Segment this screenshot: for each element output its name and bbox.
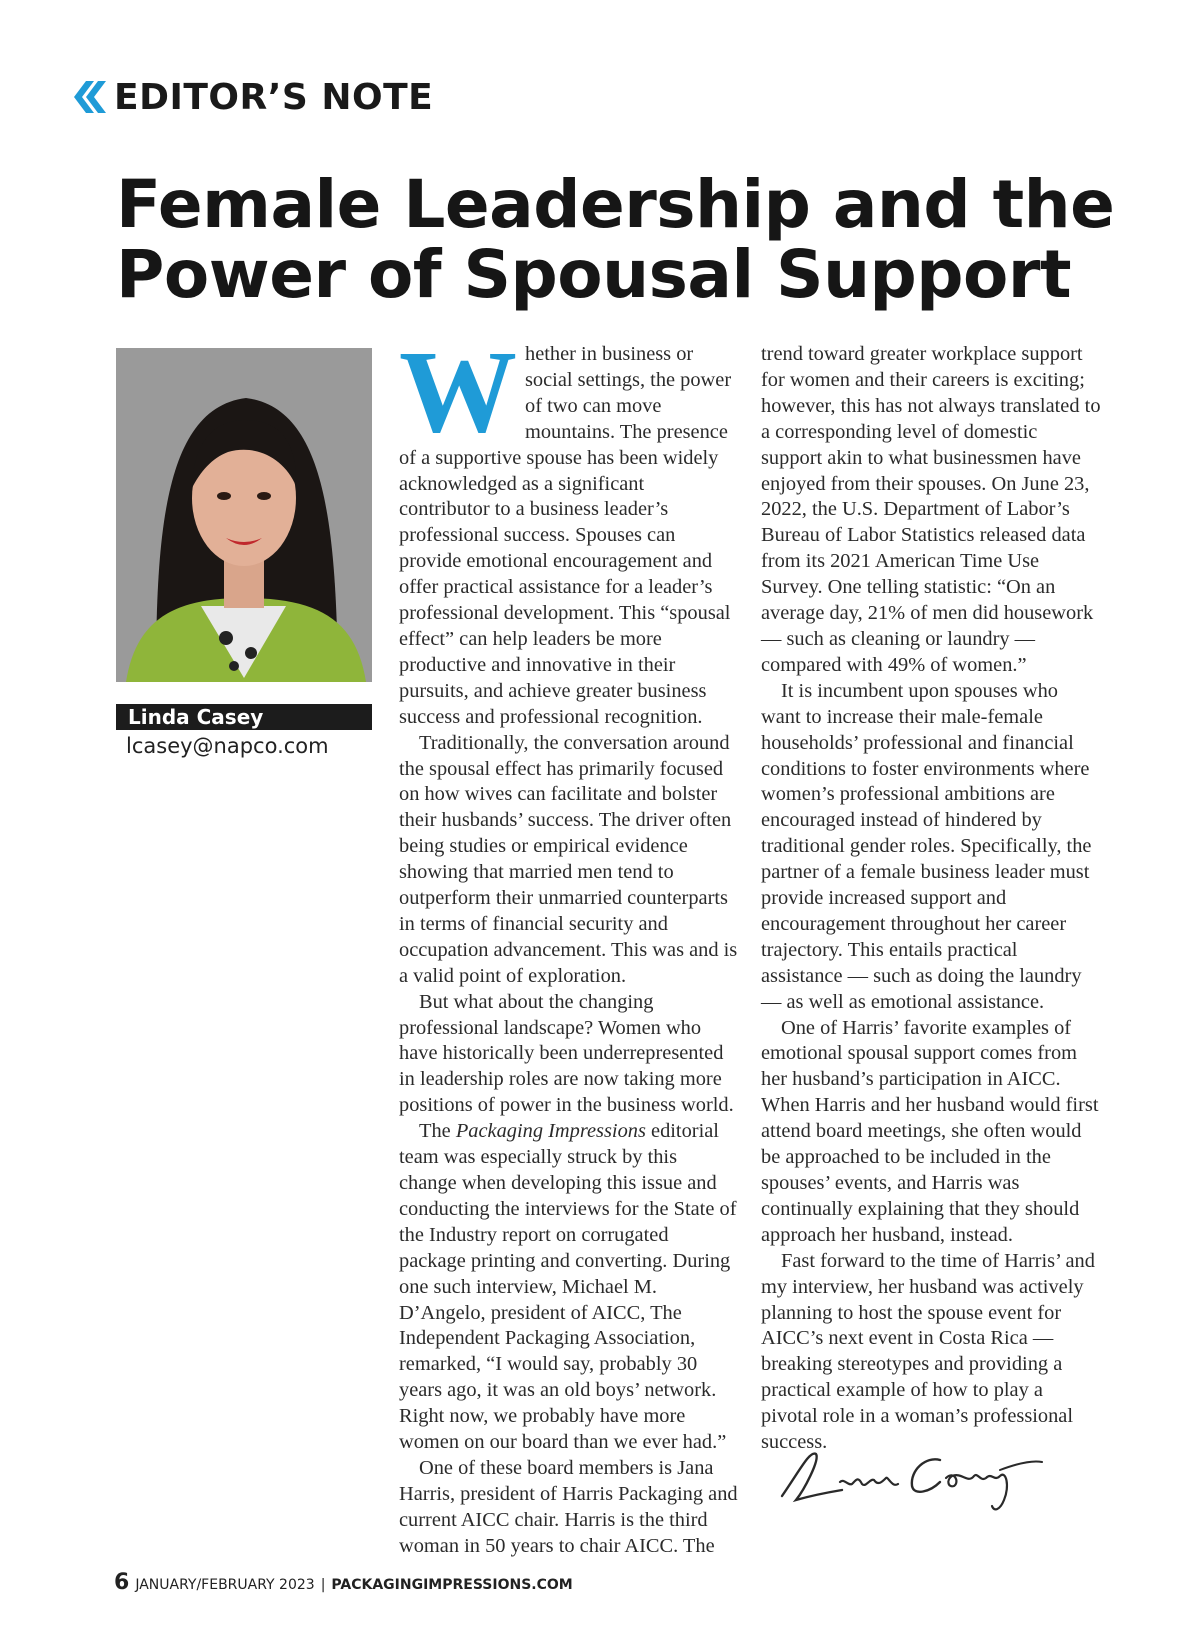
website-link[interactable]: PACKAGINGIMPRESSIONS.COM [331, 1577, 573, 1593]
paragraph: Traditionally, the conversation around the spousal effect has primarily focused on how wives can facilitate and bolster their husbands’ success. The driver often being studies or empirical evidence showing that married men tend to outperform their unmarried counterparts in terms of financial security and occupation advancement. This was and is a valid point of exploration. [399, 731, 738, 987]
double-chevron-left-icon [66, 79, 106, 115]
section-label: EDITOR’S NOTE [114, 76, 434, 118]
section-header [66, 72, 433, 122]
author-name: Linda Casey [116, 704, 372, 730]
page-number: 6 [114, 1570, 130, 1595]
paragraph: It is incumbent upon spouses who want to increase their male-female households’ professional and financial conditions to foster environments where women’s professional ambitions are encouraged instead of hindered by traditional gender roles. Specifically, the partner of a female business leader must provide increased support and encouragement throughout her career trajectory. This entails practical assistance — such as doing the laundry — as well as emotional assistance. [761, 679, 1092, 1013]
page-footer [114, 1570, 573, 1595]
article-column-2 [761, 342, 1101, 1456]
footer-separator: | [320, 1577, 326, 1593]
paragraph: But what about the changing professional landscape? Women who have historically been underrepresented in leadership roles are now taking more positions of power in the business world. [399, 990, 734, 1117]
paragraph: One of these board members is Jana Harris, president of Harris Packaging and current AICC chair. Harris is the third woman in 50 years to chair AICC. The [399, 1456, 738, 1557]
paragraph-text: The [419, 1120, 456, 1143]
article-headline [116, 166, 1116, 313]
headline-line-1: Female Leadership and the [116, 166, 1115, 243]
paragraph: One of Harris’ favorite examples of emotional spousal support comes from her husband’s participation in AICC. When Harris and her husband would first attend board meetings, she often would be approached to be included in the spouses’ events, and Harris was continually explaining that they should approach her husband, instead. [761, 1016, 1099, 1246]
issue-date: JANUARY/FEBRUARY 2023 [135, 1577, 315, 1593]
paragraph-text: editorial team was especially struck by this change when developing this issue and conducting the interviews for the State of the Industry report on corrugated package printing and converting. During one such interview, Michael M. D’Angelo, president of AICC, The Independent Packaging Association, remarked, “I would say, probably 30 years ago, it was an old boys’ network. Right now, we probably have more women on our board than we ever had.” [399, 1120, 737, 1454]
author-portrait-illustration [116, 348, 372, 682]
signature-image [770, 1430, 1050, 1520]
paragraph: hether in business or social settings, the power of two can move mountains. The presence of a supportive spouse has been widely acknowledged as a significant contributor to a business leader’s professional success. Spouses can provide emotional encouragement and offer practical assistance for a leader’s professional development. This “spousal effect” can help leaders be more productive and innovative in their pursuits, and achieve greater business success and professional recognition. [399, 343, 732, 728]
headline-line-2: Power of Spousal Support [116, 236, 1071, 313]
drop-cap: W [399, 326, 517, 457]
author-photo [116, 348, 372, 682]
publication-title: Packaging Impressions [455, 1120, 646, 1143]
paragraph [399, 1119, 739, 1456]
article-column-1 [399, 326, 739, 1560]
author-email[interactable]: lcasey@napco.com [126, 734, 329, 758]
paragraph: Fast forward to the time of Harris’ and my interview, her husband was actively planning to host the spouse event for AICC’s next event in Costa Rica — breaking stereotypes and providing a practical example of how to play a pivotal role in a woman’s professional success. [761, 1249, 1095, 1454]
paragraph: trend toward greater workplace support for women and their careers is exciting; however, this has not always translated to a corresponding level of domestic support akin to what businessmen have enjoyed from their spouses. On June 23, 2022, the U.S. Department of Labor’s Bureau of Labor Statistics released data from its 2021 American Time Use Survey. One telling statistic: “On an average day, 21% of men did housework — such as cleaning or laundry — compared with 49% of women.” [761, 343, 1101, 676]
